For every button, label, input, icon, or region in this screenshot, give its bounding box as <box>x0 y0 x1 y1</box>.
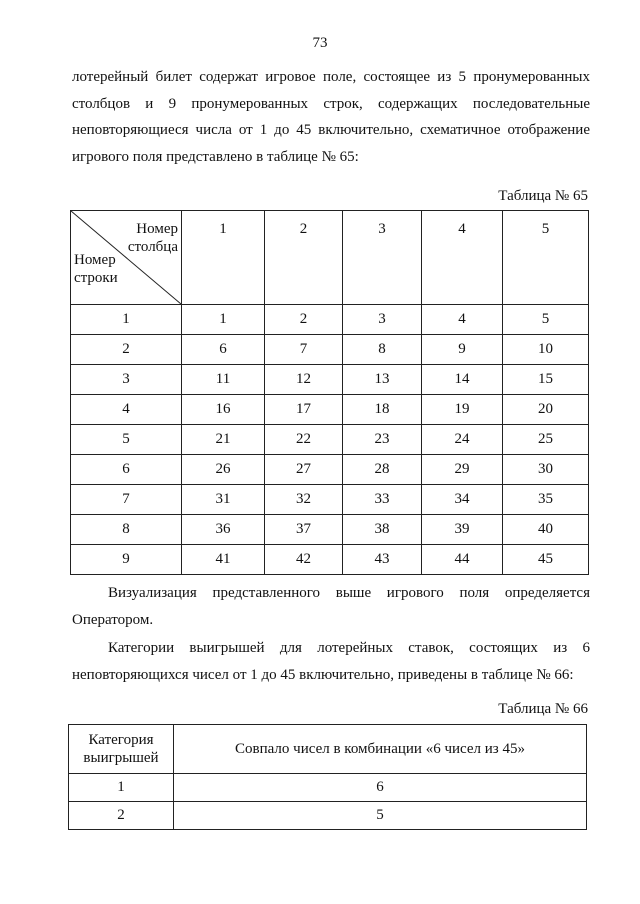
table-cell: 36 <box>182 515 265 545</box>
table-cell: 15 <box>503 365 589 395</box>
table-cell: 29 <box>422 455 503 485</box>
table-cell: 16 <box>182 395 265 425</box>
table-row <box>69 774 587 802</box>
table-cell: 6 <box>182 335 265 365</box>
row-label: 2 <box>71 335 182 365</box>
table-cell: 41 <box>182 545 265 575</box>
table-cell: 38 <box>343 515 422 545</box>
table-cell: 31 <box>182 485 265 515</box>
column-header: 3 <box>343 211 422 305</box>
row-label: 3 <box>71 365 182 395</box>
game-field-table <box>70 210 589 575</box>
table-header-row <box>69 725 587 774</box>
categories-paragraph <box>72 635 590 688</box>
table-cell: 2 <box>265 305 343 335</box>
intro-line: столбцов и 9 пронумерованных строк, содержащих последовательные <box>72 95 590 112</box>
table-row <box>71 515 589 545</box>
visualization-paragraph <box>72 580 590 633</box>
table-cell: 3 <box>343 305 422 335</box>
table-cell: 30 <box>503 455 589 485</box>
table-cell: 4 <box>422 305 503 335</box>
row-label: 7 <box>71 485 182 515</box>
intro-line: лотерейный билет содержат игровое поле, состоящее из 5 пронумерованных <box>72 69 590 85</box>
column-header: 4 <box>422 211 503 305</box>
category-header <box>69 725 174 774</box>
visualization-line: Оператором. <box>72 611 154 628</box>
table-cell: 42 <box>265 545 343 575</box>
table-cell: 5 <box>503 305 589 335</box>
column-label-word-2: столбца <box>127 239 178 255</box>
table-cell: 9 <box>422 335 503 365</box>
table-cell: 39 <box>422 515 503 545</box>
row-label-word-2: строки <box>74 270 118 286</box>
row-label: 8 <box>71 515 182 545</box>
table-cell: 13 <box>343 365 422 395</box>
table-cell: 44 <box>422 545 503 575</box>
table-row <box>71 365 589 395</box>
table-65-caption: Таблица № 65 <box>498 188 588 204</box>
row-label: 6 <box>71 455 182 485</box>
category-header-word-2: выигрышей <box>83 750 159 766</box>
table-header-row <box>71 211 589 305</box>
category-header-word-1: Категория <box>88 732 154 748</box>
row-label: 1 <box>71 305 182 335</box>
row-number-label <box>74 251 118 287</box>
table-row <box>71 455 589 485</box>
table-cell: 43 <box>343 545 422 575</box>
table-row <box>71 545 589 575</box>
table-cell: 11 <box>182 365 265 395</box>
column-number-label <box>128 220 178 256</box>
row-label: 5 <box>71 425 182 455</box>
table-cell: 35 <box>503 485 589 515</box>
table-cell: 21 <box>182 425 265 455</box>
table-cell: 20 <box>503 395 589 425</box>
table-cell: 40 <box>503 515 589 545</box>
matched-cell: 6 <box>174 774 587 802</box>
table-row <box>71 425 589 455</box>
table-cell: 37 <box>265 515 343 545</box>
matched-numbers-header: Совпало чисел в комбинации «6 чисел из 45» <box>174 725 587 774</box>
table-row <box>69 802 587 830</box>
table-row <box>71 305 589 335</box>
category-cell: 1 <box>69 774 174 802</box>
column-label-word-1: Номер <box>136 221 178 237</box>
categories-line: Категории выигрышей для лотерейных ставок, состоящих из 6 <box>108 640 590 656</box>
table-cell: 26 <box>182 455 265 485</box>
table-cell: 14 <box>422 365 503 395</box>
table-cell: 24 <box>422 425 503 455</box>
table-cell: 17 <box>265 395 343 425</box>
table-cell: 23 <box>343 425 422 455</box>
table-cell: 28 <box>343 455 422 485</box>
column-header: 2 <box>265 211 343 305</box>
row-label: 4 <box>71 395 182 425</box>
categories-line: неповторяющихся чисел от 1 до 45 включительно, приведены в таблице № 66: <box>72 666 574 683</box>
column-header: 5 <box>503 211 589 305</box>
page-number: 73 <box>312 35 328 51</box>
column-header: 1 <box>182 211 265 305</box>
table-cell: 19 <box>422 395 503 425</box>
category-cell: 2 <box>69 802 174 830</box>
table-cell: 33 <box>343 485 422 515</box>
table-cell: 25 <box>503 425 589 455</box>
table-cell: 7 <box>265 335 343 365</box>
row-label-word-1: Номер <box>74 252 116 268</box>
table-row <box>71 485 589 515</box>
row-label: 9 <box>71 545 182 575</box>
table-row <box>71 335 589 365</box>
table-cell: 18 <box>343 395 422 425</box>
table-cell: 34 <box>422 485 503 515</box>
table-cell: 45 <box>503 545 589 575</box>
table-66-caption: Таблица № 66 <box>498 701 588 717</box>
intro-paragraph <box>72 64 590 170</box>
table-cell: 32 <box>265 485 343 515</box>
diagonal-header-cell <box>71 211 182 305</box>
intro-line: неповторяющиеся числа от 1 до 45 включительно, схематичное отображение <box>72 122 590 138</box>
visualization-line: Визуализация представленного выше игрового поля определяется <box>108 585 590 601</box>
table-cell: 8 <box>343 335 422 365</box>
table-cell: 27 <box>265 455 343 485</box>
prize-categories-table <box>68 724 587 830</box>
table-row <box>71 395 589 425</box>
matched-cell: 5 <box>174 802 587 830</box>
table-cell: 1 <box>182 305 265 335</box>
table-cell: 10 <box>503 335 589 365</box>
table-cell: 22 <box>265 425 343 455</box>
table-cell: 12 <box>265 365 343 395</box>
intro-line: игрового поля представлено в таблице № 65: <box>72 148 359 165</box>
